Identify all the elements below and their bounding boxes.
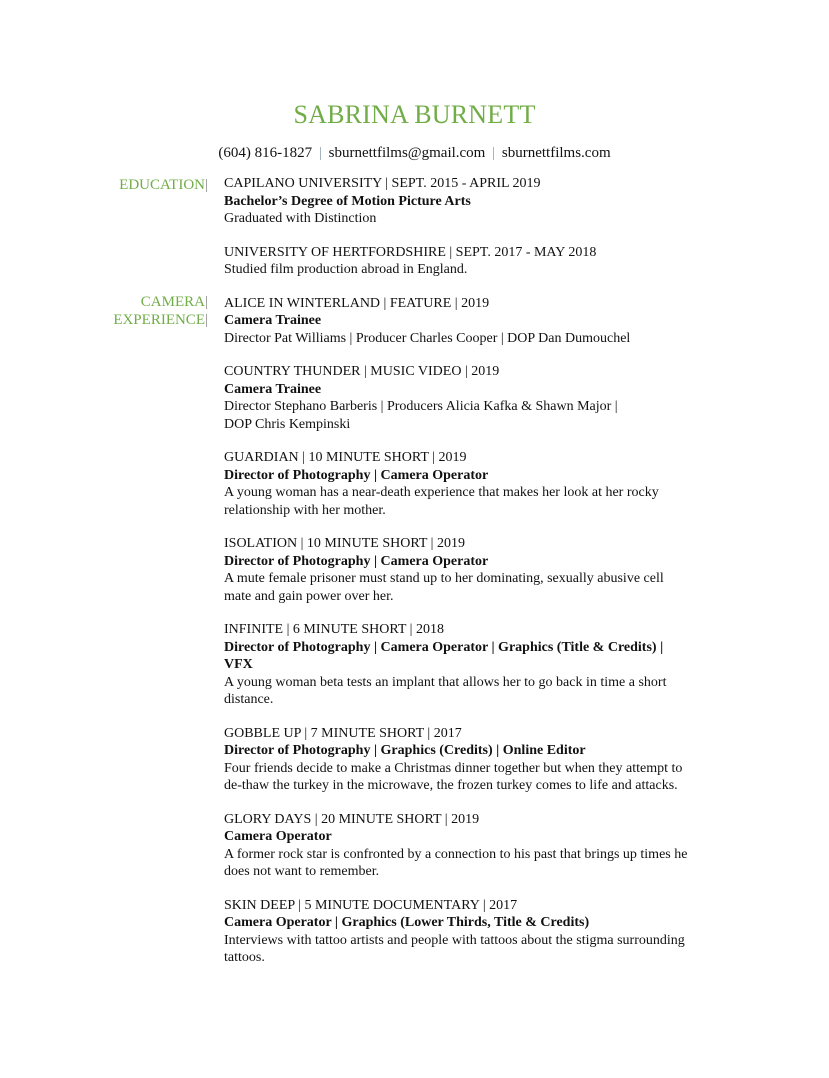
entry-role: Camera Operator | Graphics (Lower Thirds, Title & Credits) xyxy=(224,915,590,930)
entry-heading: COUNTRY THUNDER | MUSIC VIDEO | 2019 xyxy=(224,364,500,379)
entry-description: Four friends decide to make a Christmas dinner together but when they attempt to xyxy=(224,760,683,776)
entry-heading: INFINITE | 6 MINUTE SHORT | 2018 xyxy=(224,622,444,637)
camera-experience-label: CAMERA| EXPERIENCE| xyxy=(113,294,208,328)
entry-description: Studied film production abroad in England. xyxy=(224,262,468,277)
entry-description: Graduated with Distinction xyxy=(224,211,377,226)
entry-description: mate and gain power over her. xyxy=(224,588,394,604)
experience-entry xyxy=(224,897,744,967)
resume-name: SABRINA BURNETT xyxy=(293,100,536,129)
entry-heading: GOBBLE UP | 7 MINUTE SHORT | 2017 xyxy=(224,725,462,741)
entry-role: Director of Photography | Graphics (Credits) | Online Editor xyxy=(224,743,586,758)
entry-role: VFX xyxy=(224,657,253,672)
experience-entry xyxy=(224,811,744,881)
phone-number: (604) 816-1827 xyxy=(218,145,313,161)
entry-role: Director of Photography | Camera Operator xyxy=(224,553,489,569)
experience-entry xyxy=(224,449,744,519)
education-entry xyxy=(224,244,744,279)
entry-role: Camera Operator xyxy=(224,829,332,844)
entry-description: DOP Chris Kempinski xyxy=(224,416,351,432)
entry-description: A young woman has a near-death experience that makes her look at her rocky xyxy=(224,485,659,500)
education-label: EDUCATION| xyxy=(119,177,208,193)
experience-entry xyxy=(224,621,744,709)
entry-description: A former rock star is confronted by a connection to his past that brings up times he xyxy=(224,846,688,862)
entry-role: Director of Photography | Camera Operator xyxy=(224,467,489,483)
entry-description: does not want to remember. xyxy=(224,864,380,879)
experience-entry xyxy=(224,363,744,433)
entry-description: A mute female prisoner must stand up to her dominating, sexually abusive cell xyxy=(224,571,664,586)
resume-body xyxy=(224,175,744,983)
education-entry xyxy=(224,175,744,228)
entry-description: Director Stephano Barberis | Producers Alicia Kafka & Shawn Major | xyxy=(224,399,618,414)
entry-role: Bachelor’s Degree of Motion Picture Arts xyxy=(224,193,471,209)
contact-separator: | xyxy=(318,145,322,161)
entry-description: tattoos. xyxy=(224,950,265,965)
website: sburnettfilms.com xyxy=(501,145,611,161)
contact-line xyxy=(0,143,829,163)
entry-heading: CAPILANO UNIVERSITY | SEPT. 2015 - APRIL 2019 xyxy=(224,176,541,191)
entry-role: Director of Photography | Camera Operator | Graphics (Title & Credits) | xyxy=(224,639,664,655)
entry-heading: UNIVERSITY OF HERTFORDSHIRE | SEPT. 2017 - MAY 2018 xyxy=(224,244,597,260)
entry-heading: SKIN DEEP | 5 MINUTE DOCUMENTARY | 2017 xyxy=(224,897,518,913)
experience-entry xyxy=(224,535,744,605)
entry-description: Interviews with tattoo artists and people with tattoos about the stigma surrounding xyxy=(224,932,685,948)
experience-entry xyxy=(224,295,744,348)
entry-heading: GUARDIAN | 10 MINUTE SHORT | 2019 xyxy=(224,450,467,465)
entry-description: relationship with her mother. xyxy=(224,502,386,518)
entry-role: Camera Trainee xyxy=(224,381,322,397)
contact-separator: | xyxy=(492,145,496,161)
entry-description: A young woman beta tests an implant that allows her to go back in time a short xyxy=(224,674,667,690)
entry-heading: GLORY DAYS | 20 MINUTE SHORT | 2019 xyxy=(224,811,480,827)
entry-description: distance. xyxy=(224,692,274,707)
entry-description: de-thaw the turkey in the microwave, the frozen turkey comes to life and attacks. xyxy=(224,778,678,793)
entry-role: Camera Trainee xyxy=(224,313,322,328)
entry-heading: ISOLATION | 10 MINUTE SHORT | 2019 xyxy=(224,536,465,551)
entry-description: Director Pat Williams | Producer Charles Cooper | DOP Dan Dumouchel xyxy=(224,330,631,346)
email-address: sburnettfilms@gmail.com xyxy=(328,145,486,161)
experience-entry xyxy=(224,725,744,795)
entry-heading: ALICE IN WINTERLAND | FEATURE | 2019 xyxy=(224,295,490,311)
